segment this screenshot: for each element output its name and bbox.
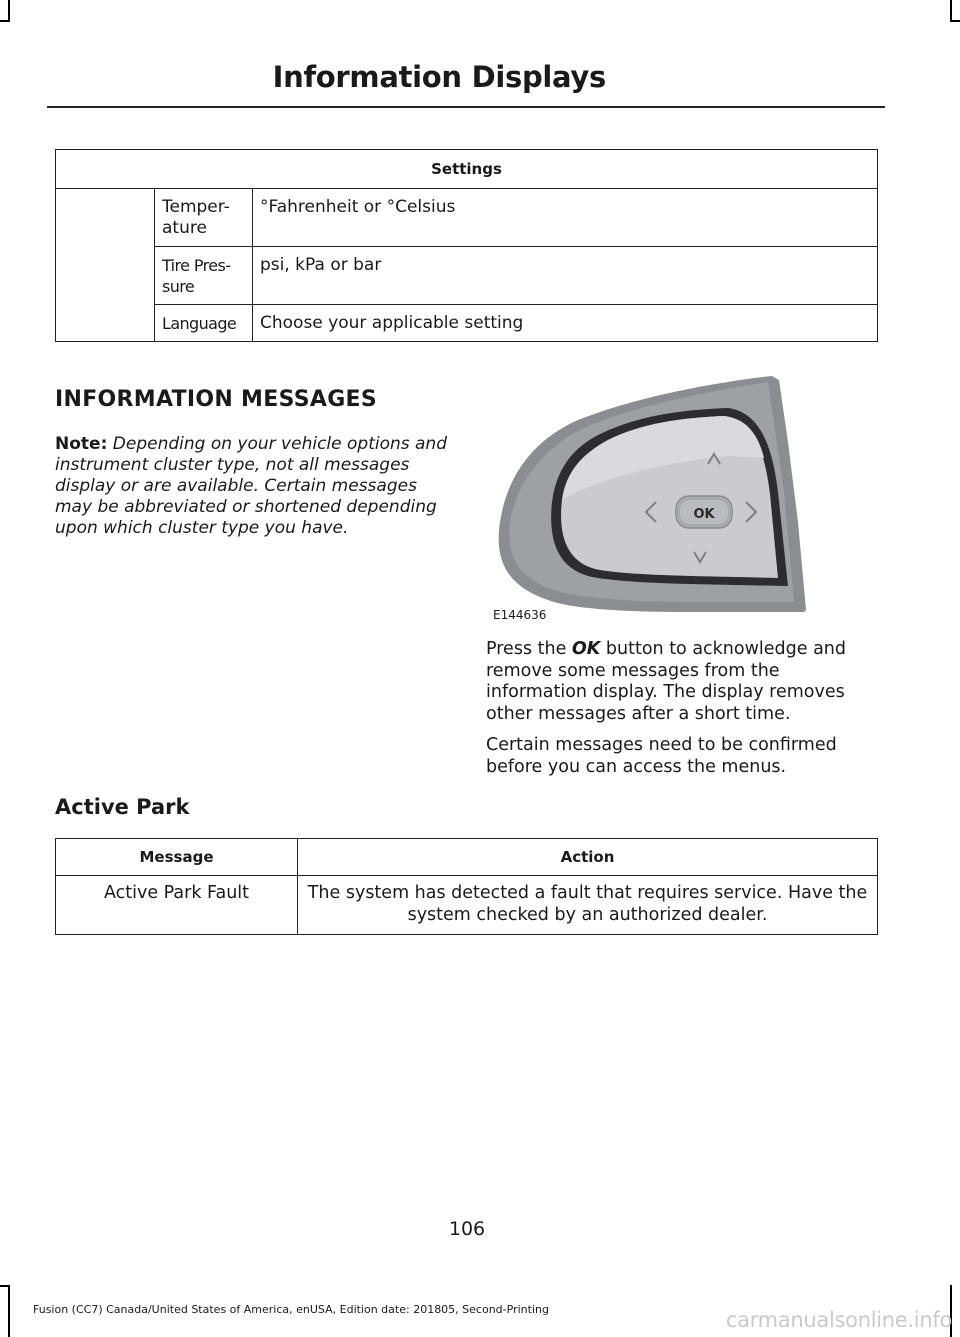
note-label: Note: bbox=[55, 434, 108, 454]
ok-term: OK bbox=[571, 639, 601, 659]
watermark[interactable]: carmanualsonline.info bbox=[725, 1308, 952, 1332]
page-title: Information Displays bbox=[272, 60, 606, 94]
note bbox=[55, 434, 450, 539]
setting-option: Tire Pres- sure bbox=[155, 247, 253, 305]
settings-table bbox=[55, 149, 878, 342]
crop-mark bbox=[950, 20, 960, 22]
crop-mark bbox=[0, 1285, 10, 1287]
setting-option: Language bbox=[155, 305, 253, 342]
setting-option: Temper- ature bbox=[155, 189, 253, 247]
action-cell: The system has detected a fault that requires service. Have the system checked by an authorized dealer. bbox=[298, 876, 878, 935]
message-cell: Active Park Fault bbox=[56, 876, 298, 935]
table-row bbox=[56, 189, 878, 247]
figure-id: E144636 bbox=[493, 608, 547, 622]
steering-wheel-control-illustration bbox=[488, 372, 808, 628]
setting-value: psi, kPa or bar bbox=[253, 247, 878, 305]
crop-mark bbox=[8, 1285, 10, 1337]
paragraph bbox=[486, 639, 878, 725]
crop-mark bbox=[950, 0, 952, 22]
table-row bbox=[56, 305, 878, 342]
paragraph-text: button to acknowledge and remove some messages from the information display. The display removes other messages after a short time. bbox=[486, 639, 847, 724]
crop-mark bbox=[0, 20, 10, 22]
footer-text: Fusion (CC7) Canada/United States of America, enUSA, Edition date: 201805, Second-Printing bbox=[33, 1303, 549, 1316]
table-cell-empty bbox=[56, 189, 155, 342]
settings-table-header: Settings bbox=[56, 150, 878, 189]
ok-button-label: OK bbox=[693, 507, 715, 522]
page-number: 106 bbox=[448, 1218, 486, 1240]
header-divider bbox=[47, 106, 885, 108]
paragraph-text: Press the bbox=[486, 639, 572, 659]
setting-value: Choose your applicable setting bbox=[253, 305, 878, 342]
subsection-heading: Active Park bbox=[55, 795, 190, 819]
paragraph: Certain messages need to be confirmed before you can access the menus. bbox=[486, 735, 837, 777]
active-park-table bbox=[55, 838, 878, 935]
table-row bbox=[56, 876, 878, 935]
column-header-action: Action bbox=[298, 839, 878, 876]
crop-mark bbox=[8, 0, 10, 22]
table-row bbox=[56, 247, 878, 305]
column-header-message: Message bbox=[56, 839, 298, 876]
note-text: Depending on your vehicle options and instrument cluster type, not all messages display or are available. Certain messages may be abbreviated or shortened depending upon which cluster type you have. bbox=[55, 434, 447, 538]
setting-value: °Fahrenheit or °Celsius bbox=[253, 189, 878, 247]
section-heading: INFORMATION MESSAGES bbox=[55, 387, 378, 412]
